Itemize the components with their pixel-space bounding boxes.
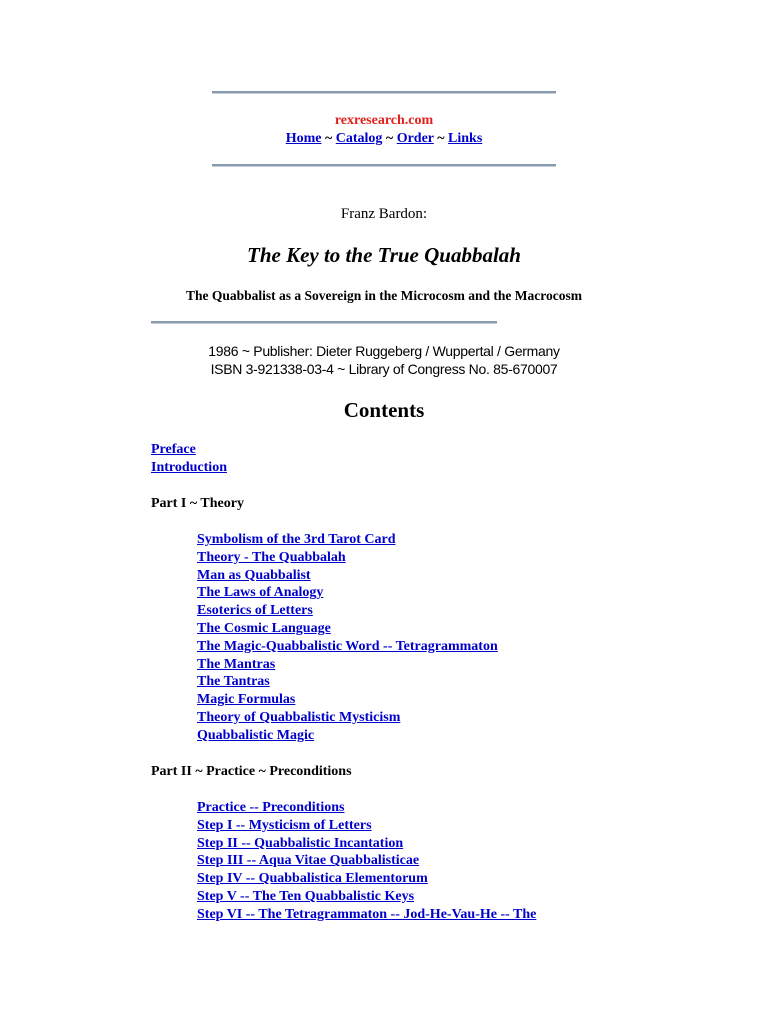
toc-link[interactable]: The Mantras <box>197 656 276 672</box>
nav-separator: ~ <box>324 131 333 146</box>
toc-link[interactable]: Step II -- Quabbalistic Incantation <box>197 835 404 851</box>
toc-link[interactable]: Practice -- Preconditions <box>197 800 345 815</box>
toc-link-preface[interactable]: Preface <box>151 442 196 457</box>
part1-list <box>197 531 498 745</box>
book-title: The Key to the True Quabbalah <box>247 243 521 267</box>
nav-catalog-link[interactable]: Catalog <box>335 131 383 146</box>
nav-separator: ~ <box>437 131 445 146</box>
toc-link[interactable]: Esoterics of Letters <box>197 603 313 619</box>
toc-link[interactable]: Theory - The Quabbalah <box>197 549 346 565</box>
toc-link[interactable]: Step I -- Mysticism of Letters <box>197 817 372 833</box>
top-divider <box>212 91 556 94</box>
toc-link[interactable]: Symbolism of the 3rd Tarot Card <box>197 532 396 547</box>
toc-link[interactable]: Quabbalistic Magic <box>197 727 315 743</box>
toc-link[interactable]: Step VI -- The Tetragrammaton -- Jod-He-Vau-He -- The <box>197 906 537 922</box>
contents-heading: Contents <box>343 398 425 422</box>
toc-link[interactable]: The Cosmic Language <box>197 620 331 636</box>
toc-link-introduction[interactable]: Introduction <box>151 459 227 475</box>
publication-info <box>0 342 768 378</box>
book-subtitle: The Quabbalist as a Sovereign in the Microcosm and the Macrocosm <box>186 288 582 303</box>
toc-link[interactable]: Theory of Quabbalistic Mysticism <box>197 709 401 725</box>
top-nav <box>0 130 768 148</box>
nav-separator: ~ <box>385 131 394 146</box>
isbn-line: ISBN 3-921338-03-4 ~ Library of Congress No. 85-670007 <box>210 361 558 377</box>
publication-line: 1986 ~ Publisher: Dieter Ruggeberg / Wuppertal / Germany <box>208 343 560 359</box>
nav-divider <box>212 164 556 167</box>
nav-home-link[interactable]: Home <box>285 131 322 146</box>
toc-link[interactable]: Step III -- Aqua Vitae Quabbalisticae <box>197 853 420 869</box>
part2-list <box>197 799 536 924</box>
site-name: rexresearch.com <box>334 113 434 128</box>
part1-heading: Part I ~ Theory <box>151 496 244 511</box>
toc-link[interactable]: The Tantras <box>197 674 270 690</box>
part2-heading: Part II ~ Practice ~ Preconditions <box>151 764 352 779</box>
nav-order-link[interactable]: Order <box>396 131 434 146</box>
toc-link[interactable]: Step IV -- Quabbalistica Elementorum <box>197 871 428 887</box>
toc-link[interactable]: The Magic-Quabbalistic Word -- Tetragrammaton <box>197 638 498 654</box>
nav-links-link[interactable]: Links <box>448 131 483 146</box>
toc-link[interactable]: Magic Formulas <box>197 692 296 708</box>
toc-link[interactable]: Man as Quabbalist <box>197 567 311 583</box>
author-name: Franz Bardon: <box>340 206 428 222</box>
front-matter-list <box>151 441 227 477</box>
toc-link[interactable]: Step V -- The Ten Quabbalistic Keys <box>197 888 415 904</box>
subtitle-divider <box>151 321 497 324</box>
toc-link[interactable]: The Laws of Analogy <box>197 585 324 601</box>
